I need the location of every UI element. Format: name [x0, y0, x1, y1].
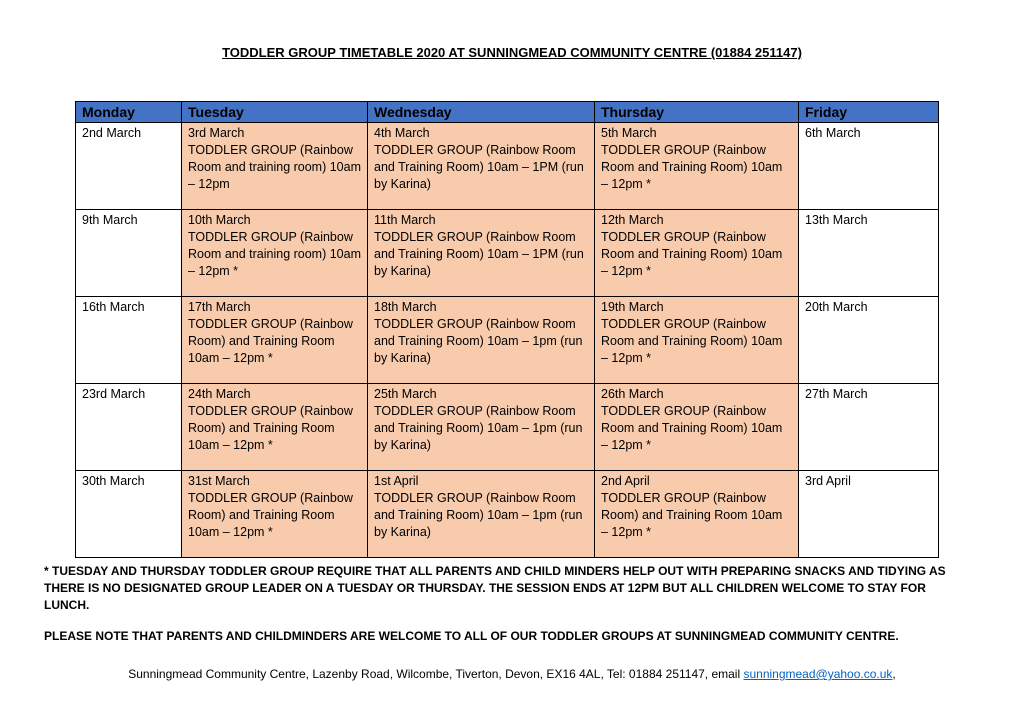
- session-text: TODDLER GROUP (Rainbow Room and Training Room) 10am – 1PM (run by Karina): [374, 143, 584, 191]
- footer-suffix: ,: [892, 667, 896, 681]
- thursday-cell: [595, 384, 799, 471]
- footer-contact: [0, 667, 1024, 681]
- thursday-cell: [595, 210, 799, 297]
- cell-date: 11th March: [374, 213, 436, 227]
- header-row: [76, 102, 939, 123]
- session-text: TODDLER GROUP (Rainbow Room) and Training Room 10am – 12pm *: [188, 317, 353, 365]
- thursday-cell: [595, 123, 799, 210]
- cell-date: 24th March: [188, 387, 251, 401]
- session-text: TODDLER GROUP (Rainbow Room and Training Room) 10am – 12pm *: [601, 143, 783, 191]
- tuesday-cell: [182, 123, 368, 210]
- session-text: TODDLER GROUP (Rainbow Room and Training Room) 10am – 1PM (run by Karina): [374, 230, 584, 278]
- monday-cell: 9th March: [76, 210, 182, 297]
- tuesday-cell: [182, 384, 368, 471]
- header-wednesday: Wednesday: [368, 102, 595, 123]
- cell-date: 5th March: [601, 126, 657, 140]
- wednesday-cell: [368, 210, 595, 297]
- monday-cell: 16th March: [76, 297, 182, 384]
- session-text: TODDLER GROUP (Rainbow Room and Training Room) 10am – 1pm (run by Karina): [374, 317, 583, 365]
- friday-cell: 20th March: [799, 297, 939, 384]
- cell-date: 18th March: [374, 300, 437, 314]
- header-monday: Monday: [76, 102, 182, 123]
- session-text: TODDLER GROUP (Rainbow Room and Training Room) 10am – 12pm *: [601, 230, 783, 278]
- tuesday-cell: [182, 471, 368, 558]
- session-text: TODDLER GROUP (Rainbow Room and Training Room) 10am – 12pm *: [601, 317, 783, 365]
- welcome-note: PLEASE NOTE THAT PARENTS AND CHILDMINDERS ARE WELCOME TO ALL OF OUR TODDLER GROUPS AT SUNNINGMEAD COMMUNITY CENTRE.: [44, 629, 899, 643]
- header-tuesday: Tuesday: [182, 102, 368, 123]
- cell-date: 3rd March: [188, 126, 245, 140]
- page-title: TODDLER GROUP TIMETABLE 2020 AT SUNNINGMEAD COMMUNITY CENTRE (01884 251147): [222, 45, 802, 60]
- cell-date: 2nd April: [601, 474, 650, 488]
- table-row: [76, 210, 939, 297]
- parent-help-note: * TUESDAY AND THURSDAY TODDLER GROUP REQUIRE THAT ALL PARENTS AND CHILD MINDERS HELP OUT WITH PREPARING SNACKS AND TIDYING AS THERE IS NO DESIGNATED GROUP LEADER ON A TUESDAY OR THURSDAY. THE SESSION ENDS AT 12PM BUT ALL CHILDREN WELCOME TO STAY FOR LUNCH.: [44, 564, 946, 612]
- footer-address: Sunningmead Community Centre, Lazenby Road, Wilcombe, Tiverton, Devon, EX16 4AL, Tel: 01884 251147, email: [128, 667, 744, 681]
- session-text: TODDLER GROUP (Rainbow Room) and Training Room 10am – 12pm *: [188, 404, 353, 452]
- session-text: TODDLER GROUP (Rainbow Room and training room) 10am – 12pm: [188, 143, 361, 191]
- wednesday-cell: [368, 123, 595, 210]
- wednesday-cell: [368, 384, 595, 471]
- monday-cell: 23rd March: [76, 384, 182, 471]
- table-row: [76, 297, 939, 384]
- timetable: [75, 101, 939, 558]
- thursday-cell: [595, 471, 799, 558]
- session-text: TODDLER GROUP (Rainbow Room and training room) 10am – 12pm *: [188, 230, 361, 278]
- cell-date: 1st April: [374, 474, 419, 488]
- cell-date: 4th March: [374, 126, 430, 140]
- cell-date: 10th March: [188, 213, 251, 227]
- tuesday-cell: [182, 297, 368, 384]
- cell-date: 31st March: [188, 474, 250, 488]
- friday-cell: 13th March: [799, 210, 939, 297]
- table-row: [76, 384, 939, 471]
- header-thursday: Thursday: [595, 102, 799, 123]
- cell-date: 25th March: [374, 387, 437, 401]
- session-text: TODDLER GROUP (Rainbow Room and Training Room) 10am – 1pm (run by Karina): [374, 404, 583, 452]
- email-link[interactable]: sunningmead@yahoo.co.uk: [743, 667, 893, 681]
- cell-date: 17th March: [188, 300, 251, 314]
- friday-cell: 27th March: [799, 384, 939, 471]
- table-row: [76, 123, 939, 210]
- friday-cell: 6th March: [799, 123, 939, 210]
- header-friday: Friday: [799, 102, 939, 123]
- wednesday-cell: [368, 471, 595, 558]
- cell-date: 19th March: [601, 300, 664, 314]
- wednesday-cell: [368, 297, 595, 384]
- session-text: TODDLER GROUP (Rainbow Room and Training Room) 10am – 1pm (run by Karina): [374, 491, 583, 539]
- cell-date: 26th March: [601, 387, 664, 401]
- thursday-cell: [595, 297, 799, 384]
- session-text: TODDLER GROUP (Rainbow Room and Training Room) 10am – 12pm *: [601, 404, 783, 452]
- monday-cell: 2nd March: [76, 123, 182, 210]
- cell-date: 12th March: [601, 213, 664, 227]
- friday-cell: 3rd April: [799, 471, 939, 558]
- monday-cell: 30th March: [76, 471, 182, 558]
- session-text: TODDLER GROUP (Rainbow Room) and Training Room 10am – 12pm *: [188, 491, 353, 539]
- session-text: TODDLER GROUP (Rainbow Room) and Training Room 10am – 12pm *: [601, 491, 783, 539]
- table-row: [76, 471, 939, 558]
- tuesday-cell: [182, 210, 368, 297]
